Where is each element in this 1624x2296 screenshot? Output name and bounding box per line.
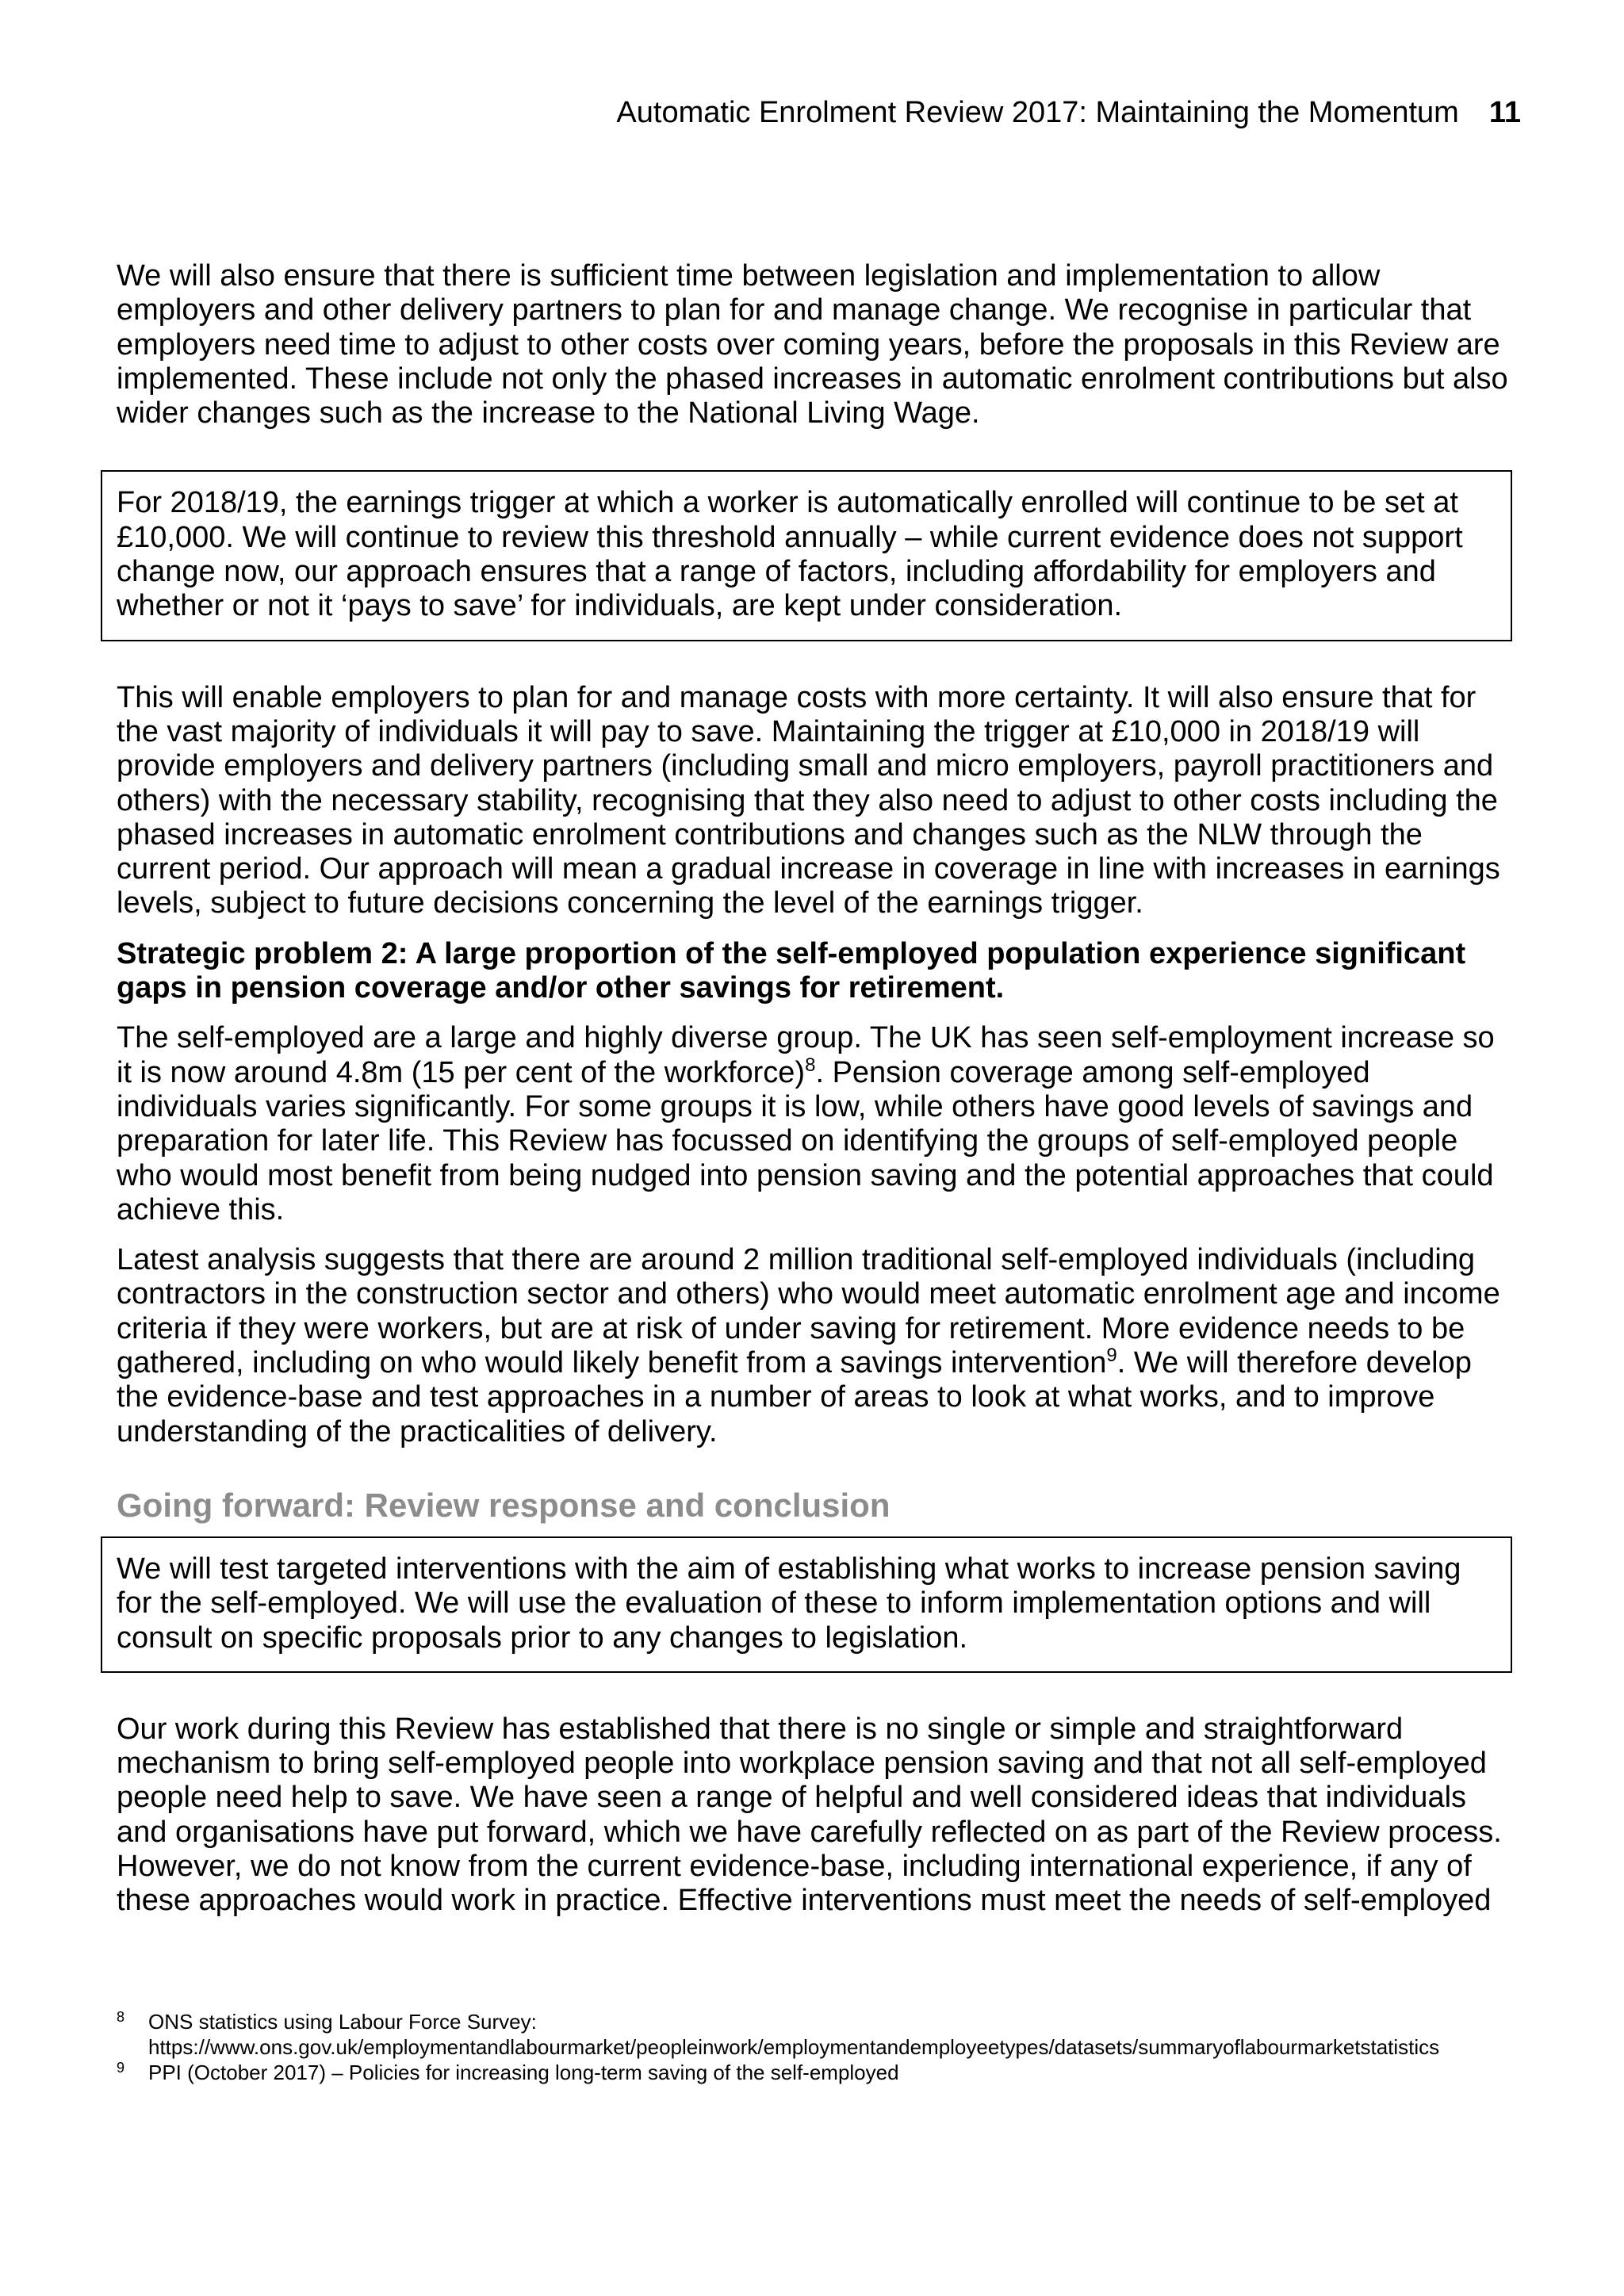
footnote-9	[117, 2060, 1528, 2085]
earnings-trigger-text: For 2018/19, the earnings trigger at which a worker is automatically enrolled will continue to be set at £10,000. We will continue to review this threshold annually – while current evidence does not support change now, our approach ensures that a range of factors, including affordability for employers and whether or not it ‘pays to save’ for individuals, are kept under consideration.	[117, 486, 1463, 623]
document-title: Automatic Enrolment Review 2017: Maintaining the Momentum	[616, 96, 1459, 129]
footnote-text: PPI (October 2017) – Policies for increasing long-term saving of the self-employed	[148, 2061, 899, 2084]
page-number: 11	[1488, 96, 1521, 129]
footnote-ref-9[interactable]: 9	[1106, 1345, 1117, 1367]
paragraph-implementation-time: We will also ensure that there is sufficient time between legislation and implementation to allow employers and other delivery partners to plan for and manage change. We recognise in particular that employers need time to adjust to other costs over coming years, before the proposals in this Review are implemented. These include not only the phased increases in automatic enrolment contributions but also wider changes such as the increase to the National Living Wage.	[117, 259, 1508, 430]
paragraph-review-work: Our work during this Review has established that there is no single or simple and straightforward mechanism to bring self-employed people into workplace pension saving and that not all self-employed people need help to save. We have seen a range of helpful and well considered ideas that individuals and organisations have put forward, which we have carefully reflected on as part of the Review process. However, we do not know from the current evidence-base, including international experience, if any of these approaches would work in practice. Effective interventions must meet the needs of self-employed	[117, 1712, 1502, 1918]
page-header	[616, 94, 1521, 132]
paragraph-plan-costs: This will enable employers to plan for and manage costs with more certainty. It will also ensure that for the vast majority of individuals it will pay to save. Maintaining the trigger at £10,000 in 2018/19 will provide employers and delivery partners (including small and micro employers, payroll practitioners and others) with the necessary stability, recognising that they also need to adjust to other costs including the phased increases in automatic enrolment contributions and changes such as the NLW through the current period. Our approach will mean a gradual increase in coverage in line with increases in earnings levels, subject to future decisions concerning the level of the earnings trigger.	[117, 680, 1500, 920]
main-content	[117, 259, 1512, 1919]
footnote-text: ONS statistics using Labour Force Survey:	[148, 2010, 537, 2034]
footnote-ref-8[interactable]: 8	[805, 1054, 816, 1076]
paragraph-self-employed-group: The self-employed are a large and highly diverse group. The UK has seen self-employment increase so it is now around 4.8m (15 per cent of the workforce)$^8$. Pension coverage among self-employed individuals varies significantly. For some groups it is low, while others have good levels of savings and preparation for later life. This Review has focussed on identifying the groups of self-employed people who would most benefit from being nudged into pension saving and the potential approaches that could achieve this.	[117, 1021, 1495, 1226]
going-forward-heading: Going forward: Review response and conclusion	[117, 1486, 891, 1524]
test-interventions-text: We will test targeted interventions with the aim of establishing what works to increase pension saving for the self-employed. We will use the evaluation of these to inform implementation options and will consult on specific proposals prior to any changes to legislation.	[117, 1552, 1461, 1655]
footnote-link[interactable]: https://www.ons.gov.uk/employmentandlabourmarket/peopleinwork/employmentandemployeetypes/datasets/summaryoflabourmarketstatistics	[148, 2035, 1440, 2059]
footnote-number: 9	[117, 2060, 125, 2076]
footnote-number: 8	[117, 2009, 125, 2025]
strategic-problem-heading: Strategic problem 2: A large proportion of the self-employed population experience significant gaps in pension coverage and/or other savings for retirement.	[117, 936, 1466, 1005]
earnings-trigger-box	[101, 470, 1512, 641]
paragraph-latest-analysis: Latest analysis suggests that there are around 2 million traditional self-employed individuals (including contractors in the construction sector and others) who would meet automatic enrolment age and income criteria if they were workers, but are at risk of under saving for retirement. More evidence needs to be gathered, including on who would likely benefit from a savings intervention$^9$. We will therefore develop the evidence-base and test approaches in a number of areas to look at what works, and to improve understanding of the practicalities of delivery.	[117, 1243, 1500, 1448]
footnotes	[117, 2009, 1528, 2085]
test-interventions-box	[101, 1536, 1512, 1673]
footnote-8	[117, 2009, 1528, 2060]
